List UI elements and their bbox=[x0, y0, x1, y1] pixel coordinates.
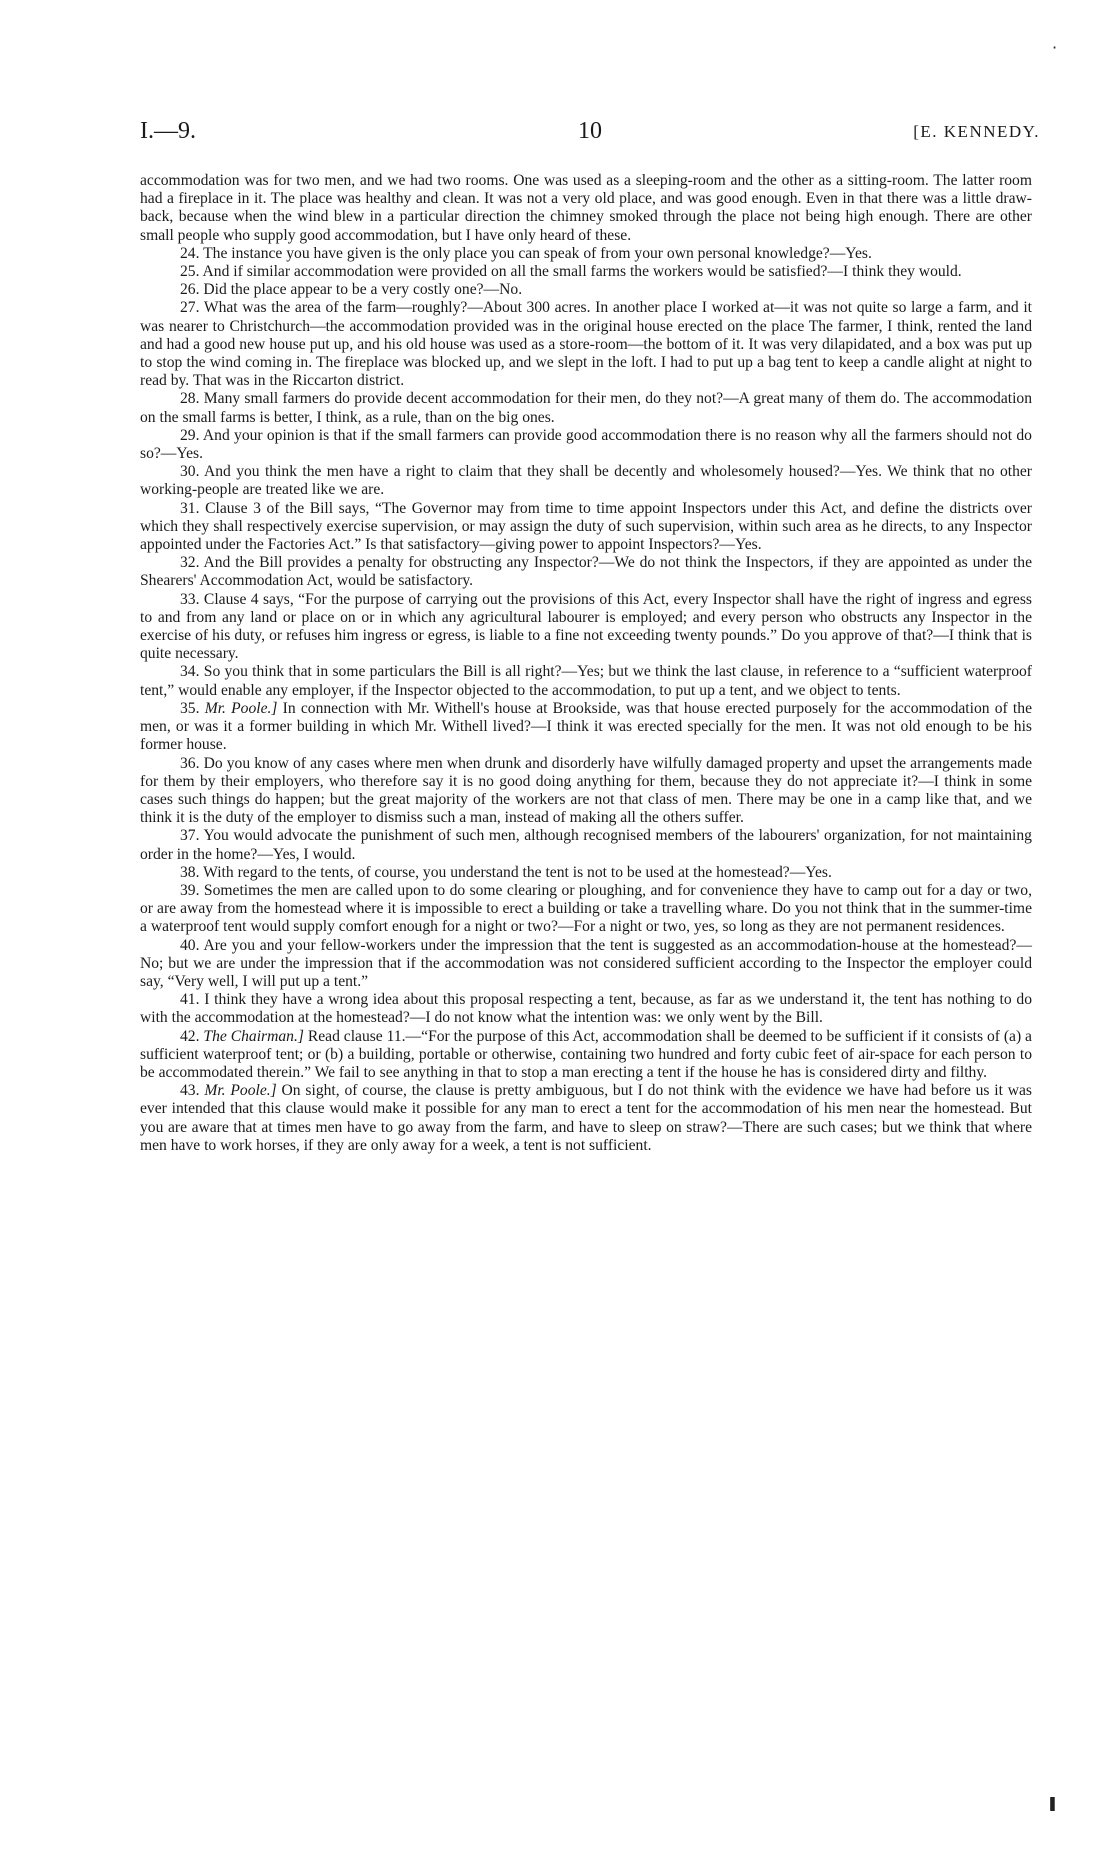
question-text: You would advocate the punishment of such men, although recognised members of the labourers' organization, for not maintaining order in the home?—Yes, I would. bbox=[140, 827, 1032, 863]
speaker-label: The Chairman.] bbox=[203, 1027, 304, 1045]
question-paragraph bbox=[140, 263, 1032, 281]
question-paragraph bbox=[140, 463, 1032, 499]
question-paragraph bbox=[140, 1028, 1032, 1083]
question-text: Clause 3 of the Bill says, “The Governor may from time to time appoint Inspectors under this Act, and define the districts over which they shall respectively exercise supervision, or may assign the duty of such supervision, within such area as he directs, to any Inspector appointed under the Factories Act.” Is that satisfactory—giving power to appoint Inspectors?—Yes. bbox=[140, 499, 1032, 554]
question-text: I think they have a wrong idea about this proposal respecting a tent, because, as far as we understand it, the tent has nothing to do with the accommodation at the homestead?—I do not know what the intention was: we only went by the Bill. bbox=[140, 991, 1032, 1027]
page-header bbox=[140, 118, 1040, 154]
question-paragraph bbox=[140, 427, 1032, 463]
question-text: And the Bill provides a penalty for obstructing any Inspector?—We do not think the Inspectors, if they are appointed as under the Shearers' Accommodation Act, would be satisfactory. bbox=[140, 554, 1032, 590]
question-paragraph bbox=[140, 663, 1032, 699]
question-number: 32. bbox=[180, 554, 200, 572]
speaker-label: Mr. Poole.] bbox=[204, 1082, 277, 1100]
question-number: 35. bbox=[180, 699, 200, 717]
question-text: With regard to the tents, of course, you understand the tent is not to be used at the homestead?—Yes. bbox=[203, 863, 832, 881]
question-paragraph bbox=[140, 554, 1032, 590]
question-text: Sometimes the men are called upon to do some clearing or ploughing, and for convenience they have to camp out for a day or two, or are away from the homestead where it is impossible to erect a building or take a travelling whare. Do you not think that in the summer-time a waterproof tent would supply comfort enough for a night or two?—For a night or two, yes, so long as they are not permanent residences. bbox=[140, 881, 1033, 936]
question-number: 38. bbox=[180, 863, 200, 881]
question-paragraph bbox=[140, 299, 1032, 390]
question-number: 36. bbox=[180, 754, 200, 772]
question-paragraph bbox=[140, 1082, 1032, 1155]
question-paragraph bbox=[140, 882, 1032, 937]
question-number: 26. bbox=[180, 281, 200, 299]
question-number: 34. bbox=[180, 663, 200, 681]
question-text: So you think that in some particulars the Bill is all right?—Yes; but we think the last clause, in reference to a “sufficient waterproof tent,” would enable any employer, if the Inspector objected to the accommodation, to put up a tent, and we object to tents. bbox=[140, 663, 1032, 699]
question-number: 24. bbox=[180, 244, 200, 262]
page-number: 10 bbox=[578, 118, 602, 144]
scan-mark-bottom: ı bbox=[1048, 1788, 1057, 1818]
question-paragraph bbox=[140, 591, 1032, 664]
question-text: What was the area of the farm—roughly?—About 300 acres. In another place I worked at—it was not quite so large a farm, and it was nearer to Christchurch—the accommodation provided was in the original house erected on the place The farmer, I think, rented the land and had a good new house put up, and his old house was used as a store-room—the bottom of it. It was very dilapidated, and a box was put up to stop the wind coming in. The fireplace was blocked up, and we slept in the loft. I had to put up a bag tent to keep a candle alight at night to read by. That was in the Riccarton district. bbox=[140, 299, 1032, 390]
question-number: 37. bbox=[180, 827, 200, 845]
evidence-body bbox=[140, 172, 1032, 1155]
document-reference: I.—9. bbox=[140, 118, 196, 144]
question-text: The instance you have given is the only place you can speak of from your own personal knowledge?—Yes. bbox=[203, 244, 872, 262]
question-number: 41. bbox=[180, 991, 200, 1009]
question-text: And if similar accommodation were provided on all the small farms the workers would be satisfied?—I think they would. bbox=[202, 263, 962, 281]
continuation-paragraph: accommodation was for two men, and we had two rooms. One was used as a sleeping-room and the other as a sitting-room. The latter room had a fireplace in it. The place was healthy and clean. It was not a very old place, and was good enough. Even in that there was a little draw-back, because when the wind blew in a particular direction the chimney smoked through the place not being high enough. There are other small people who supply good accommodation, but I have only heard of these. bbox=[140, 172, 1032, 244]
question-paragraph bbox=[140, 755, 1032, 828]
question-paragraph bbox=[140, 390, 1032, 426]
question-number: 42. bbox=[180, 1027, 200, 1045]
question-number: 27. bbox=[180, 299, 200, 317]
question-text: Do you know of any cases where men when drunk and disorderly have wilfully damaged property and upset the arrangements made for them by their employers, who therefore say it is no good doing anything for them, because they do not appreciate it?—I think in some cases such things do happen; but the great majority of the workers are not that class of men. There may be one in a camp like that, and we think it is the duty of the employer to dismiss such a man, instead of making all the others suffer. bbox=[140, 754, 1033, 827]
question-text: Did the place appear to be a very costly one?—No. bbox=[203, 281, 523, 299]
question-number: 30. bbox=[180, 463, 200, 481]
question-paragraph bbox=[140, 500, 1032, 555]
question-paragraph bbox=[140, 864, 1032, 882]
question-paragraph bbox=[140, 700, 1032, 755]
question-text: And you think the men have a right to claim that they shall be decently and wholesomely housed?—Yes. We think that no other working-people are treated like we are. bbox=[140, 463, 1032, 499]
question-number: 40. bbox=[180, 936, 200, 954]
question-number: 39. bbox=[180, 881, 200, 899]
question-text: Many small farmers do provide decent accommodation for their men, do they not?—A great many of them do. The accommodation on the small farms is better, I think, as a rule, than on the big ones. bbox=[140, 390, 1032, 426]
question-text: Clause 4 says, “For the purpose of carrying out the provisions of this Act, every Inspector shall have the right of ingress and egress to and from any land or place on or in which any agricultural labourer is employed; and every person who obstructs any Inspector in the exercise of his duty, or refuses him ingress or egress, is liable to a fine not exceeding twenty pounds.” Do you approve of that?—I think that is quite necessary. bbox=[140, 590, 1032, 663]
question-number: 43. bbox=[180, 1082, 200, 1100]
question-number: 33. bbox=[180, 590, 200, 608]
question-number: 29. bbox=[180, 426, 200, 444]
question-paragraph bbox=[140, 937, 1032, 992]
question-paragraph bbox=[140, 281, 1032, 299]
witness-name: [E. KENNEDY. bbox=[913, 122, 1040, 141]
question-text: And your opinion is that if the small farmers can provide good accommodation there is no reason why all the farmers should not do so?—Yes. bbox=[140, 426, 1032, 463]
question-number: 31. bbox=[180, 499, 200, 517]
question-paragraph bbox=[140, 827, 1032, 863]
question-text: Are you and your fellow-workers under the impression that the tent is suggested as an accommodation-house at the homestead?—No; but we are under the impression that if the accommodation was not considered sufficient according to the Inspector the employer could say, “Very well, I will put up a tent.” bbox=[140, 936, 1032, 990]
question-paragraph bbox=[140, 991, 1032, 1027]
question-paragraph bbox=[140, 245, 1032, 263]
question-number: 25. bbox=[180, 263, 200, 281]
speaker-label: Mr. Poole.] bbox=[204, 699, 278, 717]
question-text: Read clause 11.—“For the purpose of this Act, accommodation shall be deemed to be sufficient if it consists of (a) a sufficient waterproof tent; or (b) a building, portable or otherwise, containing two hundred and forty cubic feet of air-space for each person to be accommodated therein.” We fail to see anything in that to stop a man erecting a tent if the house he has is considered dirty and filthy. bbox=[140, 1027, 1032, 1081]
question-text: In connection with Mr. Withell's house at Brookside, was that house erected purposely for the accommodation of the men, or was it a former building in which Mr. Withell lived?—I think it was erected specially for the men. It was not old enough to be his former house. bbox=[140, 699, 1032, 754]
question-text: On sight, of course, the clause is pretty ambiguous, but I do not think with the evidence we have had before us it was ever intended that this clause would make it possible for any man to erect a tent for the accommodation of his men near the homestead. But you are aware that at times men have to go away from the farm, and have to sleep on straw?—There are such cases; but we think that where men have to work horses, if they are only away for a week, a tent is not sufficient. bbox=[140, 1082, 1032, 1154]
scan-mark-top: · bbox=[1052, 38, 1058, 57]
question-number: 28. bbox=[180, 390, 200, 408]
